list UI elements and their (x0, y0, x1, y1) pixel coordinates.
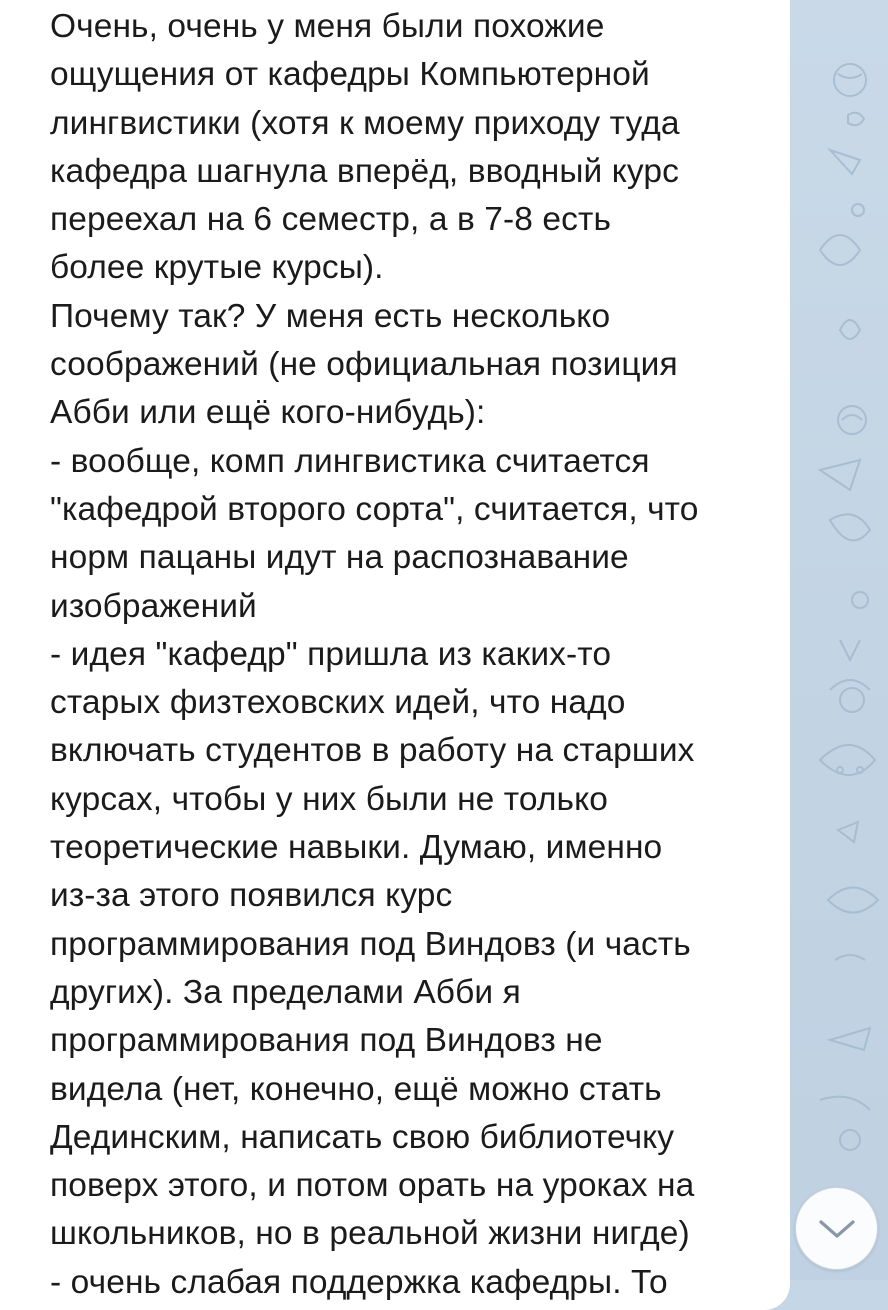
message-line: Почему так? У меня есть несколько (50, 297, 611, 335)
scroll-down-button[interactable] (795, 1187, 878, 1270)
message-line: включать студентов в работу на старших (50, 732, 695, 770)
message-line: курсах, чтобы у них были не только (50, 780, 608, 818)
message-text (50, 3, 770, 1307)
message-line: - очень слабая поддержка кафедры. То (50, 1263, 668, 1301)
wallpaper-doodles (790, 0, 888, 1280)
message-line: из-за этого появился курс (50, 877, 453, 915)
message-line: - идея "кафедр" пришла из каких-то (50, 635, 612, 673)
message-line: Абби или ещё кого-нибудь): (50, 394, 486, 432)
message-line: школьников, но в реальной жизни нигде) (50, 1215, 690, 1253)
message-line: программирования под Виндовз (и часть (50, 925, 691, 963)
message-line: кафедра шагнула вперёд, вводный курс (50, 152, 679, 190)
message-line: более крутые курсы). (50, 249, 384, 287)
message-line: ощущения от кафедры Компьютерной (50, 56, 650, 94)
message-line: поверх этого, и потом орать на уроках на (50, 1167, 695, 1205)
message-line: "кафедрой второго сорта", считается, что (50, 490, 699, 528)
message-line: переехал на 6 семестр, а в 7-8 есть (50, 201, 611, 239)
message-line: других). За пределами Абби я (50, 973, 521, 1011)
message-line: старых физтеховских идей, что надо (50, 684, 626, 722)
message-line: программирования под Виндовз не (50, 1022, 603, 1060)
message-line: теоретические навыки. Думаю, именно (50, 829, 663, 867)
message-line: лингвистики (хотя к моему приходу туда (50, 104, 680, 142)
message-line: Очень, очень у меня были похожие (50, 8, 605, 45)
message-line: видела (нет, конечно, ещё можно стать (50, 1070, 662, 1108)
message-line: - вообще, комп лингвистика считается (50, 442, 650, 480)
chevron-down-icon (817, 1217, 857, 1241)
message-line: соображений (не официальная позиция (50, 346, 678, 384)
message-line: норм пацаны идут на распознавание (50, 539, 629, 577)
message-line: Дединским, написать свою библиотечку (50, 1118, 675, 1156)
message-line: изображений (50, 587, 257, 625)
